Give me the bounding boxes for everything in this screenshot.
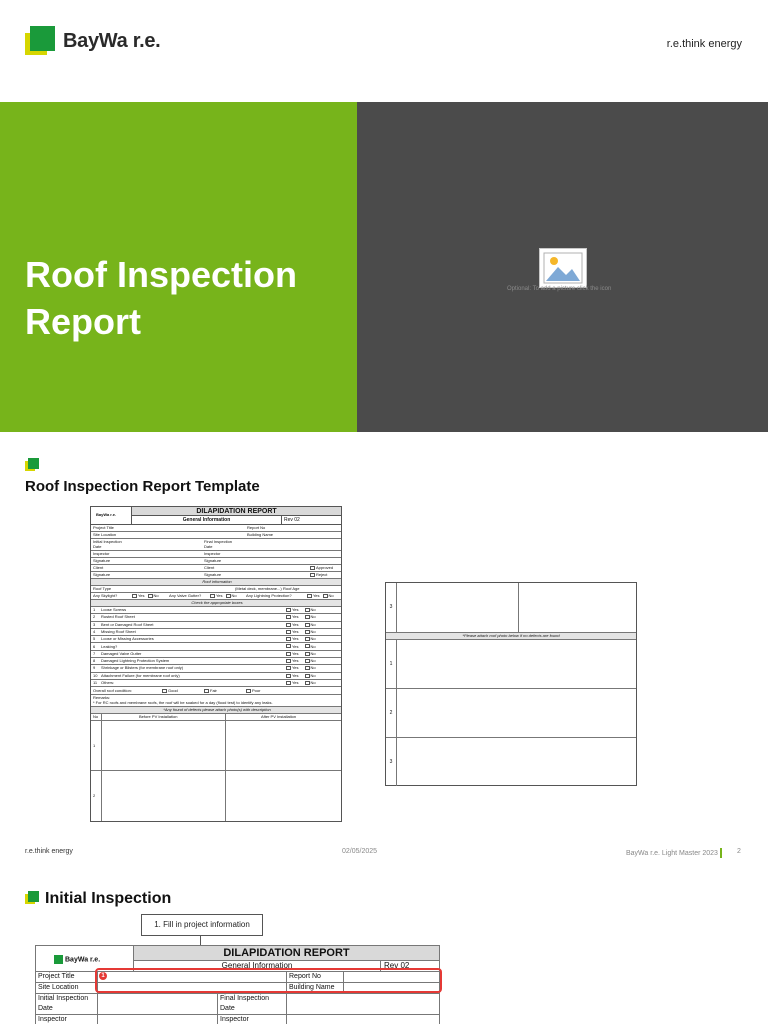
table-row: Inspector Inspector	[91, 551, 341, 558]
report-template-page2	[385, 582, 637, 786]
baywa-logo	[25, 26, 160, 56]
table-row: Remarks: * For RC roofs and membrane roofs, the roof will be soaked for a day (flood test) to identify any leaks.	[91, 695, 341, 707]
photo-row: 1	[91, 721, 341, 771]
check-boxes-bar: Check the appropriate boxes	[91, 600, 341, 607]
form-subtitle: General Information	[133, 961, 380, 971]
checklist-item: 11 Others: Yes No	[91, 680, 341, 687]
hero-green-panel	[0, 102, 357, 432]
form-rev: Rev 02	[380, 961, 439, 971]
checklist-item: 9 Shrinkage or Blisters (for membrane roof only) Yes No	[91, 665, 341, 672]
footer-master: BayWa r.e. Light Master 2023	[626, 848, 722, 858]
hero-title: Roof Inspection Report	[25, 254, 297, 342]
roof-information-bar: Roof information	[91, 579, 341, 586]
table-row: Project Title Report No	[91, 525, 341, 532]
checklist-item: 5 Loose or Missing Accessories Yes No	[91, 636, 341, 643]
project-info-highlight	[95, 968, 442, 993]
form-rev: Rev 02	[281, 516, 341, 525]
table-row: Site Location Building Name	[36, 982, 439, 993]
baywa-logo-mark-icon	[25, 26, 57, 56]
table-header-row: No Before PV Installation After PV Installation	[91, 714, 341, 721]
photo-row-number: 3	[386, 583, 397, 632]
photo-row-number: 1	[386, 640, 397, 688]
checklist-item: 2 Rusted Roof Sheet Yes No	[91, 614, 341, 621]
table-row: Roof Type (Metal deck, membrane...) Roof Age	[91, 586, 341, 593]
defects-bar: *Any found of defects please attach photo(s) with description	[91, 707, 341, 714]
table-row: Initial Inspection Date Final Inspection Date	[91, 539, 341, 551]
insert-picture-icon[interactable]	[539, 248, 587, 288]
photo-row-number: 3	[386, 738, 397, 786]
page-number: 2	[737, 848, 741, 855]
report-template-page1	[90, 506, 342, 822]
table-row: Signature Signature Reject	[91, 572, 341, 579]
footer-tagline: r.e.think energy	[25, 848, 73, 855]
table-row: Initial Inspection Date Final Inspection Date	[36, 993, 439, 1014]
form-title: DILAPIDATION REPORT	[133, 946, 439, 961]
table-row: Signature Signature	[91, 558, 341, 565]
form-logo: BayWa r.e.	[54, 955, 100, 964]
logo-text: BayWa r.e.	[63, 29, 161, 52]
checklist-item: 6 Leaking? Yes No	[91, 644, 341, 651]
checklist-item: 3 Bent or Damaged Roof Sheet Yes No	[91, 622, 341, 629]
hero-image-panel	[357, 102, 768, 432]
instruction-callout: 1. Fill in project information	[141, 914, 263, 936]
section-title-template: Roof Inspection Report Template	[25, 478, 260, 495]
checklist-item: 7 Damaged Valve Gutter Yes No	[91, 651, 341, 658]
header-tagline: r.e.think energy	[666, 38, 742, 50]
table-row: Site Location Building Name	[91, 532, 341, 539]
checklist-item: 1 Loose Screws Yes No	[91, 607, 341, 614]
form-title: DILAPIDATION REPORT	[131, 507, 341, 516]
section-title-initial-inspection: Initial Inspection	[45, 890, 172, 907]
footer-date: 02/05/2025	[342, 848, 378, 855]
step-badge: 1	[99, 972, 107, 980]
table-row: Any Skylight? Yes No Any Valve Gutter? Yes No Any Lightning Protection? Yes No	[91, 593, 341, 600]
form-logo: BayWa r.e.	[96, 512, 117, 517]
table-row: Overall roof condition: Good Fair Poor	[91, 688, 341, 695]
checklist-item: 10 Attachment Failure (for membrane roof only) Yes No	[91, 673, 341, 680]
form-subtitle: General Information	[131, 516, 281, 525]
checklist-item: 4 Missing Roof Sheet Yes No	[91, 629, 341, 636]
picture-placeholder-hint: Optional: To add a picture click the icon	[507, 286, 612, 292]
attach-photo-bar: *Please attach roof photo below if no defects are found	[386, 633, 636, 639]
checklist-item: 8 Damaged Lightning Protection System Yes No	[91, 658, 341, 665]
section-bullet-icon	[25, 458, 39, 472]
photo-row: 2	[93, 793, 96, 798]
table-row: Inspector Inspector	[36, 1014, 439, 1024]
section-bullet-icon	[25, 891, 39, 905]
photo-row-number: 2	[386, 689, 397, 737]
table-row: Project Title Report No	[36, 971, 439, 982]
table-row: Client Client Approved	[91, 565, 341, 572]
